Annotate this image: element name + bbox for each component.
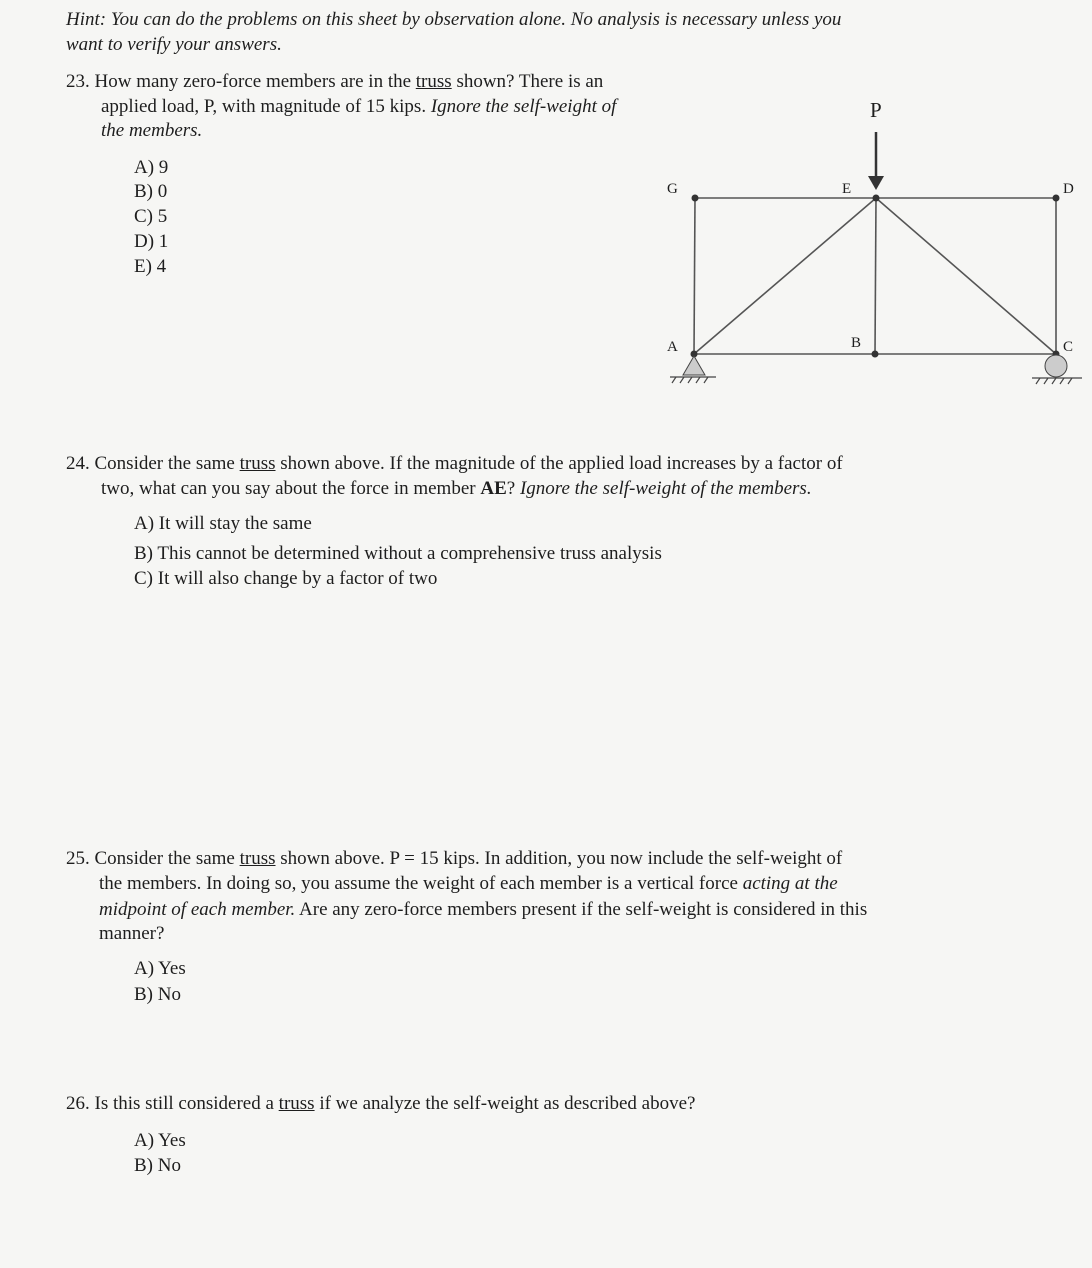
node-label: C xyxy=(1063,339,1074,355)
option[interactable]: D) 1 xyxy=(134,231,169,252)
option[interactable]: B) 0 xyxy=(134,181,168,202)
option[interactable]: B) No xyxy=(134,984,181,1005)
option[interactable]: C) It will also change by a factor of two xyxy=(134,568,438,589)
option[interactable]: A) 9 xyxy=(134,157,169,178)
node-label: D xyxy=(1063,181,1074,197)
node-label: B xyxy=(851,335,862,351)
load-label: P xyxy=(870,98,882,122)
node-label: G xyxy=(667,181,678,197)
option[interactable]: E) 4 xyxy=(134,256,167,277)
truss-diagram xyxy=(0,0,1092,400)
roller-support-icon xyxy=(1045,355,1067,377)
hint-line-2: want to verify your answers. xyxy=(66,34,282,55)
node-label: A xyxy=(667,339,678,355)
pin-support-icon xyxy=(683,356,705,375)
option[interactable]: B) This cannot be determined without a comprehensive truss analysis xyxy=(134,543,662,564)
option[interactable]: A) Yes xyxy=(134,1130,186,1151)
option[interactable]: C) 5 xyxy=(134,206,168,227)
worksheet-page: Hint: You can do the problems on this sheet by observation alone. No analysis is necessary unless you want to verify your answers. 23. How many zero-force members are in the truss shown? There is an applied load, P, with magnitude of 15 kips. Ignore the self-weight of the members. A) 9 B) 0 C) 5 D) 1 E) 4 P G E D A B C 24. Consider the same truss shown above. If the magnitude of the applied load increases by a factor of two, what can you say about the force in member AE? Ignore the self-weight of the members. A) It will stay the same B) This cannot be determined without a comprehensive truss analysis C) It will also change by a factor of two 25. Consider the same truss shown above. P = 15 kips. In addition, you now include the self-weight of the members. In doing so, you assume the weight of each member is a vertical force acting at the midpoint of each member. Are any zero-force members present if the self-weight is considered in this manner? A) Yes B) No 26. Is this still considered a truss if we analyze the self-weight as described above? A) Yes B) No xyxy=(0,0,1092,1268)
node-label: E xyxy=(842,181,852,197)
hint-line-1: Hint: You can do the problems on this sheet by observation alone. No analysis is necessary unless you xyxy=(66,9,842,30)
option[interactable]: B) No xyxy=(134,1155,181,1176)
option[interactable]: A) Yes xyxy=(134,958,186,979)
option[interactable]: A) It will stay the same xyxy=(134,513,312,534)
